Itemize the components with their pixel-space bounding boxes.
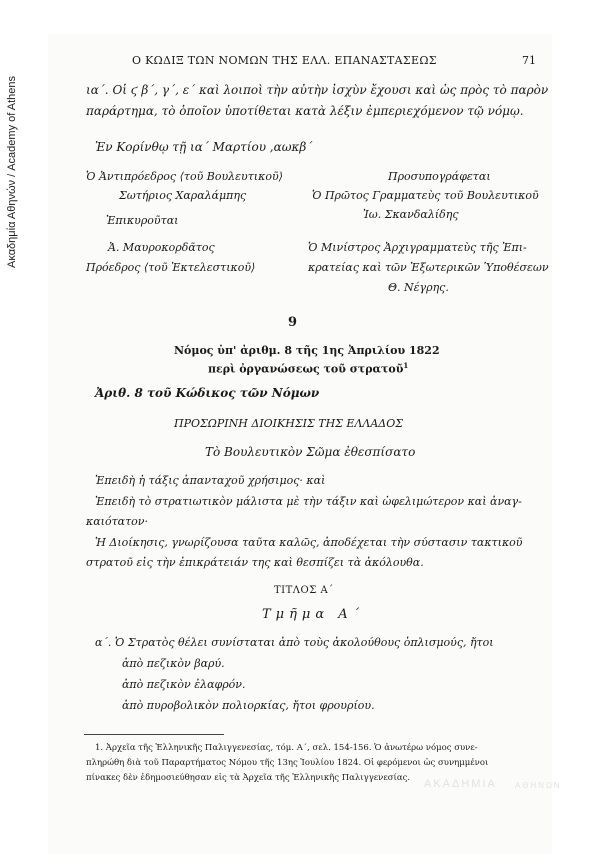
signature-title: κρατείας καὶ τῶν Ἐξωτερικῶν Ὑποθέσεων xyxy=(308,261,549,274)
footnote-line: 1. Ἀρχεῖα τῆς Ἑλληνικῆς Παλιγγενεσίας, τόμ. Α΄, σελ. 154-156. Ὁ ἀνωτέρω νόμος συνε- xyxy=(95,743,478,753)
whereas-clause: Ἐπειδὴ τὸ στρατιωτικὸν μάλιστα μὲ τὴν τάξιν καὶ ὠφελιμώτερον καὶ ἀναγ- xyxy=(95,495,522,508)
section-heading: Τμῆμα Α΄ xyxy=(262,607,365,622)
law-title: Νόμος ὑπ' ἀριθμ. 8 τῆς 1ης Ἀπριλίου 1822 xyxy=(174,344,440,357)
signature-title: Ὁ Πρῶτος Γραμματεὺς τοῦ Βουλευτικοῦ xyxy=(312,189,539,202)
government-clause: Ἡ Διοίκησις, γνωρίζουσα ταῦτα καλῶς, ἀποδέχεται τὴν σύστασιν τακτικοῦ xyxy=(95,536,523,549)
government-heading: ΠΡΟΣΩΡΙΝΗ ΔΙΟΙΚΗΣΙΣ ΤΗΣ ΕΛΛΑΔΟΣ xyxy=(174,417,404,430)
cosign-label: Προσυπογράφεται xyxy=(388,170,491,183)
confirmation-label: Ἐπικυροῦται xyxy=(106,214,179,227)
footnote-line: πληρώθη διὰ τοῦ Παραρτήματος Νόμου τῆς 13ης Ἰουλίου 1824. Οἱ φερόμενοι ὡς συνημμένοι xyxy=(86,758,489,768)
signature-name: Θ. Νέγρης. xyxy=(388,281,449,294)
signature-title: Πρόεδρος ⟨τοῦ Ἐκτελεστικοῦ⟩ xyxy=(86,261,256,274)
footnote-reference: 1 xyxy=(403,361,409,370)
signature-name: Ἀ. Μαυροκορδᾶτος xyxy=(108,241,215,254)
list-item: ἀπὸ πεζικὸν βαρύ. xyxy=(122,657,225,670)
code-number: Ἀριθ. 8 τοῦ Κώδικος τῶν Νόμων xyxy=(95,386,320,400)
paragraph-line: ια΄. Οἱ ϛ β΄, γ΄, ε΄ καὶ λοιποὶ τὴν αὐτὴν ἰσχὺν ἔχουσι καὶ ὡς πρὸς τὸ παρὸν xyxy=(86,83,549,97)
list-item: ἀπὸ πεζικὸν ἐλαφρόν. xyxy=(122,678,246,691)
place-date: Ἐν Κορίνθῳ τῇ ια΄ Μαρτίου ,αωκβ΄ xyxy=(95,140,313,154)
signature-title: Ὁ Μινίστρος Ἀρχιγραμματεὺς τῆς Ἐπι- xyxy=(308,241,527,254)
running-title: Ο ΚΩΔΙΞ ΤΩΝ ΝΟΜΩΝ ΤΗΣ ΕΛΛ. ΕΠΑΝΑΣΤΑΣΕΩΣ xyxy=(132,54,437,67)
whereas-clause: Ἐπειδὴ ἡ τάξις ἁπανταχοῦ χρήσιμος· καὶ xyxy=(95,474,326,487)
decree-line: Τὸ Βουλευτικὸν Σῶμα ἐθεσπίσατο xyxy=(205,445,416,459)
footnote-line: πίνακες δὲν ἐδημοσιεύθησαν εἰς τὰ Ἀρχεῖα τῆς Ἑλληνικῆς Παλιγγενεσίας. xyxy=(86,773,411,783)
list-item: ἀπὸ πυροβολικὸν πολιορκίας, ἤτοι φρουρίου. xyxy=(122,699,375,712)
page-number: 71 xyxy=(522,54,536,67)
signature-name: Ἰω. Σκανδαλίδης xyxy=(363,208,459,221)
whereas-clause: καιότατον· xyxy=(86,515,148,528)
article-text: α΄. Ὁ Στρατὸς θέλει συνίσταται ἀπὸ τοὺς ἀκολούθους ὁπλισμούς, ἤτοι xyxy=(95,636,494,649)
paragraph-line: παράρτημα, τὸ ὁποῖον ὑποτίθεται κατὰ λέξιν ἐμπεριεχόμενον τῷ νόμῳ. xyxy=(86,104,524,118)
section-number: 9 xyxy=(288,315,298,330)
law-subtitle-text: περὶ ὀργανώσεως τοῦ στρατοῦ xyxy=(208,362,404,376)
law-subtitle xyxy=(208,361,408,376)
watermark-text: ΑΚΑΔΗΜΙΑ xyxy=(424,778,497,790)
signature-title: Ὁ Ἀντιπρόεδρος ⟨τοῦ Βουλευτικοῦ⟩ xyxy=(86,170,283,183)
government-clause: στρατοῦ εἰς τὴν ἐπικράτειάν της καὶ θεσπίζει τὰ ἀκόλουθα. xyxy=(86,556,424,569)
watermark-text: ΑΘΗΝΩΝ xyxy=(515,781,562,790)
archive-side-label: Ακαδημία Αθηνών / Academy of Athens xyxy=(6,75,18,268)
footnote-divider xyxy=(84,734,224,735)
book-page xyxy=(48,34,552,854)
signature-name: Σωτήριος Χαραλάμπης xyxy=(119,189,247,202)
title-heading: ΤΙΤΛΟΣ Α΄ xyxy=(274,585,334,596)
